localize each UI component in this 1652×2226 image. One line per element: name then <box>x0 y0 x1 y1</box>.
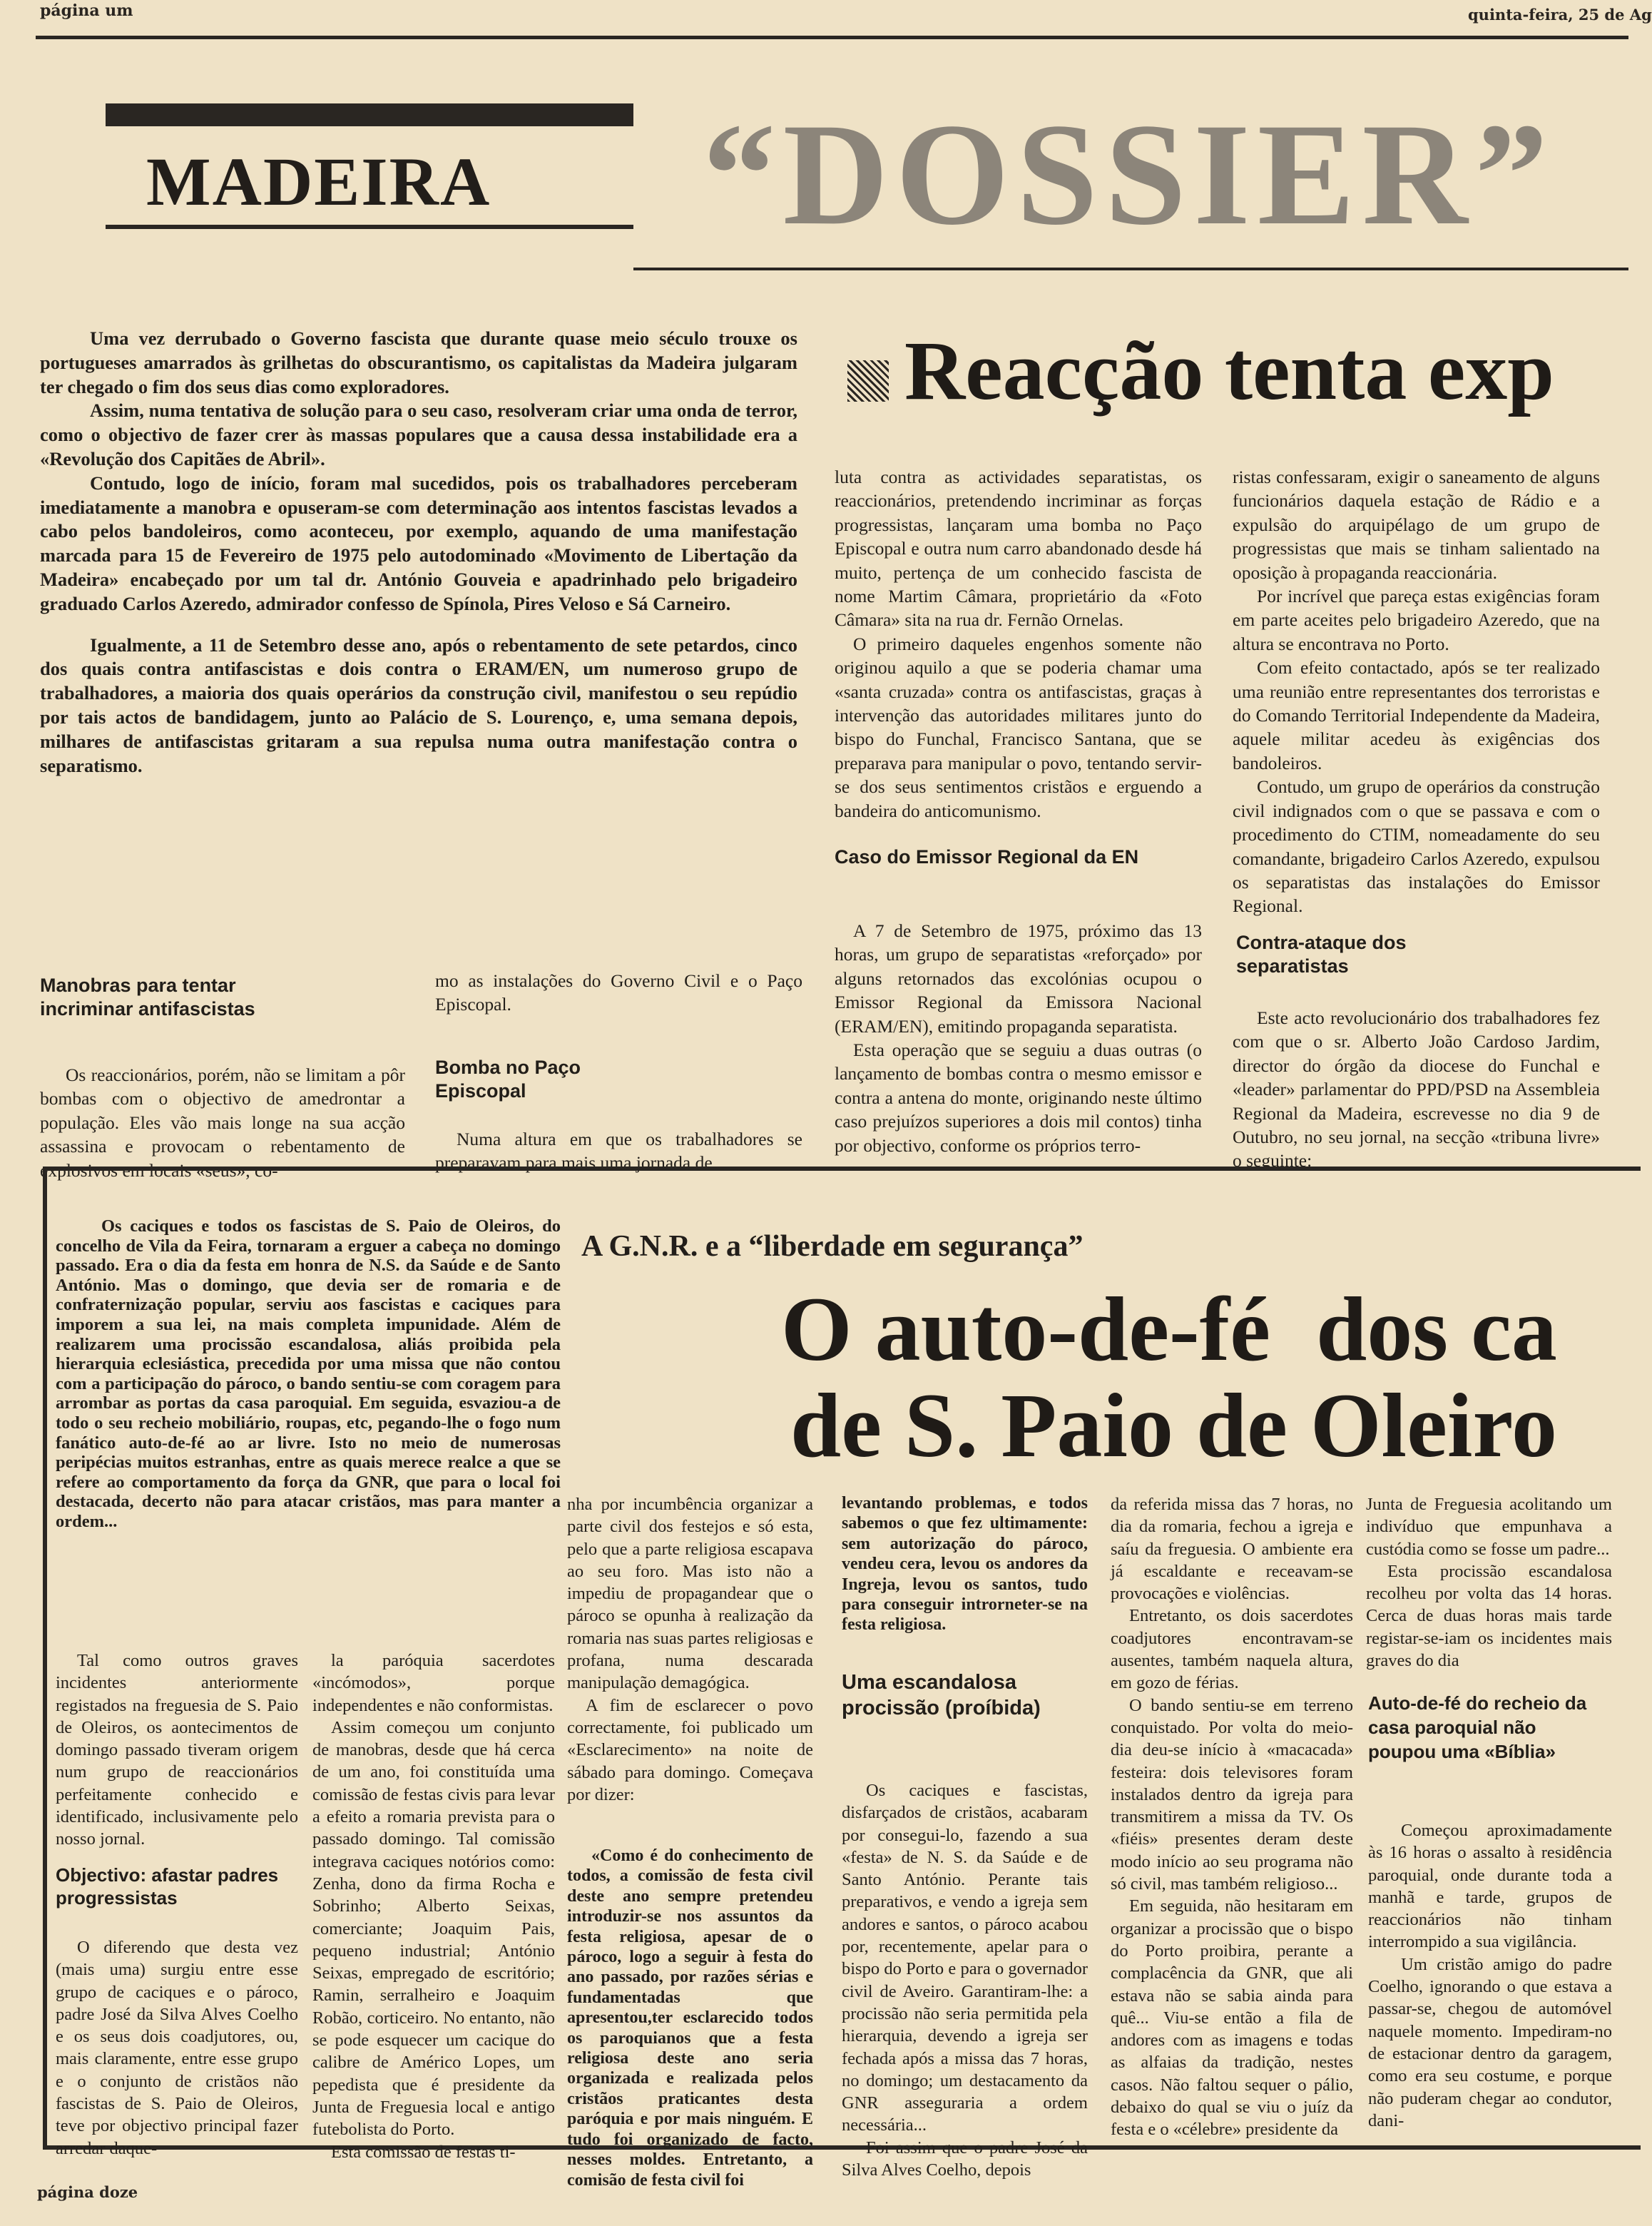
body-paragraph: Numa altura em que os trabalhadores se preparavam para mais uma jornada de <box>435 1129 802 1174</box>
body-paragraph: Esta procissão escandalosa recolheu por volta das 14 horas. Cerca de duas horas mais tarde registar-se-iam os incidentes mais graves do dia <box>1366 1561 1612 1671</box>
article1-lead <box>40 327 797 778</box>
body-paragraph: Com efeito contactado, após se ter realizado uma reunião entre representantes dos terroristas e do Comando Territorial Independente da Madeira, aquele militar acedeu às exigências dos bandoleiros. <box>1233 657 1600 773</box>
quote-paragraph: levantando problemas, e todos sabemos o que fez ultimamente: sem autorização do pároco, vendeu cera, levou os andores da Ingreja, levou os santos, tudo para conseguir introrneter-se na festa religiosa. <box>842 1494 1088 1635</box>
article1-col4b <box>1233 1006 1600 1173</box>
header-rule <box>36 36 1628 39</box>
body-paragraph: luta contra as actividades separatistas, os reaccionários, pretendendo incriminar as forças progressistas, lançaram uma bomba no Paço Episcopal e outra num carro abandonado desde há muito, pertença de um conhecido fascista de nome Martim Câmara, proprietário da «Foto Câmara» sita na rua dr. Fernão Ornelas. <box>835 467 1202 631</box>
body-paragraph: mo as instalações do Governo Civil e o Paço Episcopal. <box>435 970 802 1015</box>
kicker-bar-top <box>106 103 633 126</box>
article1-title: “DOSSIER” <box>703 93 1556 255</box>
article2-title-line2: de S. Paio de Oleiro <box>790 1375 1557 1476</box>
hatch-square-icon <box>847 360 889 402</box>
article2-quote <box>567 1846 813 2190</box>
article2-col2 <box>312 1650 555 2163</box>
article2-kicker: A G.N.R. e a “liberdade em segurança” <box>581 1230 1084 1263</box>
body-paragraph: A fim de esclarecer o povo correctamente, foi publicado um «Esclarecimento» na noite de sábado para domingo. Começava por dizer: <box>567 1695 813 1804</box>
article1-headline: Reacção tenta exp <box>904 324 1554 417</box>
issue-date: quinta-feira, 25 de Ag <box>1468 6 1652 24</box>
article2-title-line1: O auto-de-fé dos ca <box>781 1279 1557 1380</box>
body-paragraph: da referida missa das 7 horas, no dia da romaria, fechou a igreja e saíu da freguesia. O ambiente era já escaldante e receavam-se provocações e violências. <box>1111 1495 1353 1604</box>
article2-col3 <box>567 1493 813 1806</box>
article1-subhead-3: Caso do Emissor Regional da EN <box>835 846 1139 868</box>
article2-col1b <box>56 1936 298 2160</box>
lead-paragraph: Contudo, logo de início, foram mal sucedidos, pois os trabalhadores perceberam imediatamente a manobra e opuseram-se com determinação aos intentos fascistas levados a cabo pelos bandoleiros, como aconteceu, por exemplo, aquando de uma manifestação marcada para 15 de Fevereiro de 1975 pelo autodominado «Movimento de Libertação da Madeira» encabeçado por um tal dr. António Gouveia e apadrinhado pelo brigadeiro graduado Carlos Azeredo, admirador confesso de Spínola, Pires Veloso e Sá Carneiro. <box>40 472 797 614</box>
article1-col4 <box>1233 465 1600 918</box>
article2-col1 <box>56 1650 298 1851</box>
quote-paragraph: «Como é do conhecimento de todos, a comissão de festa civil deste ano sempre pretendeu introduzir-se nos assuntos da festa religiosa, apesar de o pároco, logo a seguir à festa do ano passado, por razões sérias e fundamentadas que apresentou,ter esclarecido todos os paroquianos que a festa religiosa deste ano seria organizada e realizada pelos cristãos praticantes desta paróquia e por mais ninguém. E tudo foi organizado de facto, nesses moldes. Entretanto, a comisão de festa civil foi <box>567 1846 813 2190</box>
body-paragraph: Tal como outros graves incidentes anteriormente registados na freguesia de S. Paio de Oleiros, os aontecimentos de domingo passado tiveram origem num grupo de reaccionários perfeitamente conhecido e identificado, inclusivamente pelo nosso jornal. <box>56 1651 298 1849</box>
body-paragraph: O primeiro daqueles engenhos somente não originou aquilo a que se poderia chamar uma «santa cruzada» contra os antifascistas, graças à intervenção das autoridades militares junto do bispo do Funchal, Francisco Santana, que se preparava para manipular o povo, tentando servir-se dos seus sentimentos cristãos e erguendo a bandeira do anticomunismo. <box>835 633 1202 821</box>
body-paragraph: Em seguida, não hesitaram em organizar a procissão que o bispo do Porto proibira, perante a complacência da GNR, que ali estava não se sabia ainda para quê... Viu-se então a fila de andores com as imagens e todas as alfaias da tradição, nestes casos. Não faltou sequer o pálio, debaixo do qual se viu o juíz da festa e o «célebre» presidente da <box>1111 1896 1353 2140</box>
article1-col1 <box>40 1063 405 1182</box>
body-paragraph: la paróquia sacerdotes «incómodos», porque independentes e não conformistas. <box>312 1651 555 1715</box>
article1-subhead-1: Manobras para tentar incriminar antifascistas <box>40 975 255 1020</box>
lead-paragraph: Os caciques e todos os fascistas de S. Paio de Oleiros, do concelho de Vila da Feira, tornaram a erguer a cabeça no domingo passado. Era o dia da festa em honra de N.S. da Saúde e de Santo António. Mas o domingo, que devia ser de romaria e de confraternização popular, serviu aos fascistas e caciques para imporem a sua lei, na mais completa impunidade. Além de realizarem uma procissão escandalosa, aliás proibida pela hierarquia eclesiástica, precedida por uma missa que não contou com a participação do pároco, o bando sentiu-se com coragem para arrombar as portas da casa paroquial. Em seguida, esvaziou-a de todo o seu recheio mobiliário, roupas, etc, pegando-lhe o fogo num fanático auto-de-fé ao ar livre. Isto no meio de numerosas peripécias muitos estranhas, entre as quais merece realce a que se refere ao comportamento da força da GNR, que para o local foi destacada, decerto não para atacar cristãos, mas para manter a ordem... <box>56 1216 561 1531</box>
page-label-bottom: página doze <box>37 2183 138 2201</box>
article1-col3b <box>835 919 1202 1157</box>
body-paragraph: Esta operação que se seguiu a duas outras (o lançamento de bombas contra o mesmo emissor e contra a antena do monte, originando neste último caso prejuízos superiores a dois mil contos) tinha por objectivo, conforme os próprios terro- <box>835 1040 1202 1156</box>
article2-lead <box>56 1216 561 1532</box>
title-underline <box>633 268 1628 270</box>
body-paragraph: Começou aproximadamente às 16 horas o assalto à residência paroquial, onde durante toda a manhã e tarde, grupos de reaccionários não tinham interrompido a sua vigilância. <box>1368 1821 1612 1952</box>
body-paragraph: ristas confessaram, exigir o saneamento de alguns funcionários daquela estação de Rádio e a expulsão do arquipélago de um grupo de progressistas que mais se tinham salientado na oposição à propaganda reaccionária. <box>1233 467 1600 583</box>
body-paragraph: Um cristão amigo do padre Coelho, ignorando o que estava a passar-se, chegou de automóvel naquele momento. Impediram-no de estacionar dentro da garagem, como era seu costume, e porque não puderam chegar ao condutor, dani- <box>1368 1954 1612 2130</box>
body-paragraph: Foi assim que o padre José da Silva Alves Coelho, depois <box>842 2138 1088 2180</box>
body-paragraph: Os reaccionários, porém, não se limitam a pôr bombas com o objectivo de amedrontar a população. Eles vão mais longe na sua acção assassina e provocam o rebentamento de explosivos em locais «seus», co- <box>40 1064 405 1181</box>
lead-paragraph: Assim, numa tentativa de solução para o seu caso, resolveram criar uma onda de terror, como o objectivo de fazer crer às massas populares que a causa dessa instabilidade era a «Revolução dos Capitães de Abril». <box>40 400 797 469</box>
article2-subhead-3: Auto-de-fé do recheio da casa paroquial não poupou uma «Bíblia» <box>1368 1692 1587 1762</box>
body-paragraph: Este acto revolucionário dos trabalhadores fez com que o sr. Alberto João Cardoso Jardim, director do órgão da diocese do Funchal e «leader» parlamentar do PPD/PSD na Assembleia Regional da Madeira, escrevesse no dia 9 de Outubro, no seu jornal, na secção «tribuna livre» o seguinte: <box>1233 1007 1600 1172</box>
article2-col6 <box>1366 1493 1612 1672</box>
article1-subhead-4: Contra-ataque dos separatistas <box>1236 932 1407 977</box>
body-paragraph: Entretanto, os dois sacerdotes coadjutores encontravam-se ausentes, também naquela altura, em gozo de férias. <box>1111 1606 1353 1693</box>
article1-col2-top <box>435 969 802 1017</box>
lead-paragraph: Uma vez derrubado o Governo fascista que durante quase meio século trouxe os portugueses amarrados às grilhetas do obscurantismo, os capitalistas da Madeira julgaram ter chegado o fim dos seus dias como exploradores. <box>40 327 797 397</box>
article2-subhead-2: Uma escandalosa procissão (proíbida) <box>842 1671 1041 1719</box>
kicker-bar-bottom <box>106 225 633 229</box>
body-paragraph: Contudo, um grupo de operários da construção civil indignados com o que se passava e com o procedimento do CTIM, nomeadamente do seu comandante, brigadeiro Carlos Azeredo, expulsou os separatistas das instalações do Emissor Regional. <box>1233 776 1600 917</box>
article2-col4-top <box>842 1493 1088 1635</box>
body-paragraph: nha por incumbência organizar a parte civil dos festejos e só esta, pelo que a parte religiosa escapava ao seu foro. Mas isto não a impediu de propagandear que o pároco se opunha à realização da romaria nas suas partes religiosas e profana, numa descarada manipulação demagógica. <box>567 1495 813 1693</box>
article1-kicker: MADEIRA <box>146 143 491 220</box>
body-paragraph: Junta de Freguesia acolitando um indivíduo que empunhava a custódia como se fosse um padre... <box>1366 1495 1612 1559</box>
article2-col4 <box>842 1779 1088 2181</box>
body-paragraph: Por incrível que pareça estas exigências foram em parte aceites pelo brigadeiro Azeredo, que na altura se encontrava no Porto. <box>1233 586 1600 654</box>
article2-col5 <box>1111 1493 1353 2141</box>
body-paragraph: Os caciques e fascistas, disfarçados de cristãos, acabaram por consegui-lo, fazendo a sua «festa» de N. S. da Saúde e de Santo António. Perante tais preparativos, e vendo a igreja sem andores e santos, o pároco acabou por, recentemente, apelar para o bispo do Porto e para o governador civil de Aveiro. Garantiram-lhe: a procissão não seria permitida pela hierarquia, devendo a igreja ser fechada após a missa das 7 horas, no domingo; um destacamento da GNR asseguraria a ordem necessária... <box>842 1781 1088 2135</box>
article2-col6b <box>1368 1819 1612 2132</box>
article1-col3 <box>835 465 1202 823</box>
body-paragraph: O diferendo que desta vez (mais uma) surgiu entre esse grupo de caciques e o pároco, padre José da Silva Alves Coelho e os seus dois coadjutores, ou, mais claramente, entre esse grupo e o conjunto de cristãos não fascistas de S. Paio de Oleiros, teve por objectivo principal fazer arredar daque- <box>56 1938 298 2158</box>
page-label-top: página um <box>40 1 133 20</box>
body-paragraph: O bando sentiu-se em terreno conquistado. Por volta do meio-dia deu-se início à «macacada» festeira: dois televisores foram instalados dentro da igreja para transmitirem a missa da TV. Os «fiéis» presentes deram deste modo início ao seu programa não só civil, mas também religioso... <box>1111 1695 1353 1894</box>
article2-subhead-1: Objectivo: afastar padres progressistas <box>56 1864 279 1909</box>
article1-subhead-2: Bomba no Paço Episcopal <box>435 1057 581 1102</box>
body-paragraph: A 7 de Setembro de 1975, próximo das 13 horas, um grupo de separatistas «reforçado» por alguns retornados das excolónias ocupou o Emissor Regional da Emissora Nacional (ERAM/EN), emitindo propaganda separatista. <box>835 920 1202 1037</box>
body-paragraph: Esta comissão de festas ti- <box>331 2142 516 2162</box>
lead-paragraph: Igualmente, a 11 de Setembro desse ano, após o rebentamento de sete petardos, cinco dos quais contra antifascistas e dois contra o ERAM/EN, um numeroso grupo de trabalhadores, a maioria dos quais operários da construção civil, manifestou o seu repúdio por tais actos de bandidagem, junto ao Palácio de S. Lourenço, e, uma semana depois, milhares de antifascistas gritaram a sua repulsa numa outra manifestação contra o separatismo. <box>40 634 797 776</box>
body-paragraph: Assim começou um conjunto de manobras, desde que há cerca de um ano, foi constituída uma comissão de festas civis para levar a efeito a romaria prevista para o passado domingo. Tal comissão integrava caciques notórios como: Zenha, dono da firma Rocha e Sobrinho; Alberto Seixas, comerciante; Joaquim Pais, pequeno industrial; António Seixas, empregado de escritório; Ramin, serralheiro e Joaquim Robão, corticeiro. No entanto, não se pode esquecer um cacique do calibre de Américo Lopes, um pepedista que é presidente da Junta de Freguesia local e antigo futebolista do Porto. <box>312 1717 555 2140</box>
